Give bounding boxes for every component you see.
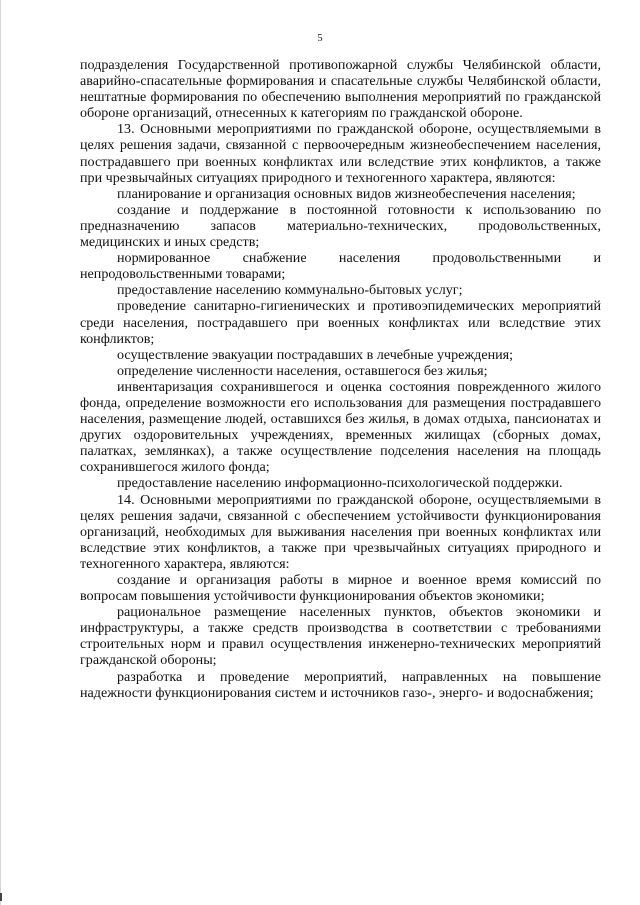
paragraph-evacuation: осуществление эвакуации пострадавших в лечебные учреждения; bbox=[117, 346, 514, 363]
scan-margin-mark bbox=[0, 893, 2, 901]
paragraph-item-13: 13. Основными мероприятиями по гражданской обороне, осуществляемыми в целях решения задачи, связанной с первоочередным жизнеобеспечением населения, пострадавшего при военных конфликтах или вследствие этих конфликтов, а также при чрезвычайных ситуациях природного и техногенного характера, являются: bbox=[80, 121, 601, 186]
paragraph-planning: планирование и организация основных видов жизнеобеспечения населения; bbox=[117, 185, 576, 202]
paragraph-rational-placement: рациональное размещение населенных пунктов, объектов экономики и инфраструктуры, а также средств производства в соответствии с требованиями строительных норм и правил осуществления инженерно-технических мероприятий гражданской обороны; bbox=[80, 604, 601, 669]
paragraph-psychological-support: предоставление населению информационно-психологической поддержки. bbox=[117, 475, 563, 492]
paragraph-commissions: создание и организация работы в мирное и военное время комиссий по вопросам повышения устойчивости функционирования объектов экономики; bbox=[80, 572, 601, 605]
paragraph-homeless-count: определение численности населения, оставшегося без жилья; bbox=[117, 362, 488, 379]
paragraph-supply-reliability: разработка и проведение мероприятий, направленных на повышение надежности функционирования систем и источников газо-, энерго- и водоснабжения; bbox=[80, 668, 601, 701]
paragraph-sanitary-measures: проведение санитарно-гигиенических и противоэпидемических мероприятий среди населения, пострадавшего при военных конфликтах или вследствие этих конфликтов; bbox=[80, 298, 601, 347]
document-body bbox=[80, 57, 601, 701]
paragraph-housing-inventory: инвентаризация сохранившегося и оценка состояния поврежденного жилого фонда, определение возможности его использования для размещения пострадавшего населения, размещение людей, оставшихся без жилья, в домах отдыха, пансионатах и других оздоровительных учреждениях, временных жилищах (сборных домах, палатках, землянках), а также осуществление подселения населения на площадь сохранившегося жилого фонда; bbox=[80, 378, 601, 476]
paragraph-reserves: создание и поддержание в постоянной готовности к использованию по предназначению запасов материально-технических, продовольственных, медицинских и иных средств; bbox=[80, 201, 601, 251]
paragraph-rationed-supply: нормированное снабжение населения продовольственными и непродовольственными товарами; bbox=[80, 250, 601, 283]
paragraph-continuation: подразделения Государственной противопожарной службы Челябинской области, аварийно-спасательные формирования и спасательные службы Челябинской области, нештатные формирования по обеспечению выполнения мероприятий по гражданской обороне организаций, отнесенных к категориям по гражданской обороне. bbox=[80, 57, 601, 122]
paragraph-item-14: 14. Основными мероприятиями по гражданской обороне, осуществляемыми в целях решения задачи, связанной с обеспечением устойчивости функционирования организаций, необходимых для выживания населения при военных конфликтах или вследствие этих конфликтов, а также при чрезвычайных ситуациях природного и техногенного характера, являются: bbox=[80, 491, 601, 572]
scan-margin-line bbox=[0, 0, 1, 905]
paragraph-utility-services: предоставление населению коммунально-бытовых услуг; bbox=[117, 282, 463, 299]
page-number: 5 bbox=[317, 33, 323, 44]
